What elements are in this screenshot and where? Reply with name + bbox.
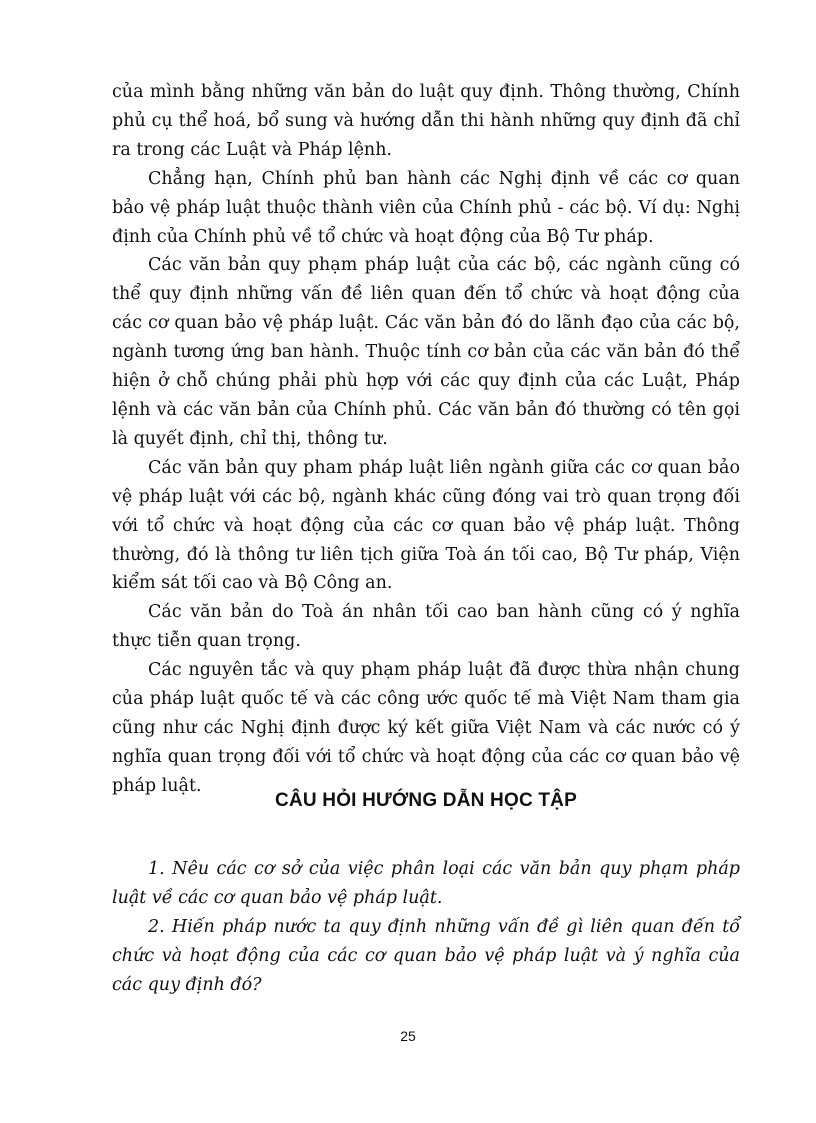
study-questions [112,855,740,1000]
question-item: 1. Nêu các cơ sở của việc phân loại các văn bản quy phạm pháp luật về các cơ quan bảo vệ pháp luật. [112,859,740,908]
section-heading: CÂU HỎI HƯỚNG DẪN HỌC TẬP [275,790,577,811]
paragraph: Chẳng hạn, Chính phủ ban hành các Nghị định về các cơ quan bảo vệ pháp luật thuộc thành viên của Chính phủ - các bộ. Ví dụ: Nghị định của Chính phủ về tổ chức và hoạt động của Bộ Tư pháp. [112,168,740,247]
page-number: 25 [400,1028,416,1044]
paragraph: Các nguyên tắc và quy phạm pháp luật đã được thừa nhận chung của pháp luật quốc tế và các công ước quốc tế mà Việt Nam tham gia cũng như các Nghị định được ký kết giữa Việt Nam và các nước có ý nghĩa quan trọng đối với tổ chức và hoạt động của các cơ quan bảo vệ pháp luật. [112,660,740,796]
paragraph: Các văn bản quy phạm pháp luật của các bộ, các ngành cũng có thể quy định những vấn đề liên quan đến tổ chức và hoạt động của các cơ quan bảo vệ pháp luật. Các văn bản đó do lãnh đạo của các bộ, ngành tương ứng ban hành. Thuộc tính cơ bản của các văn bản đó thể hiện ở chỗ chúng phải phù hợp với các quy định của các Luật, Pháp lệnh và các văn bản của Chính phủ. Các văn bản đó thường có tên gọi là quyết định, chỉ thị, thông tư. [112,255,740,449]
question-item: 2. Hiến pháp nước ta quy định những vấn đề gì liên quan đến tổ chức và hoạt động của các cơ quan bảo vệ pháp luật và ý nghĩa của các quy định đó? [112,916,740,995]
paragraph: Các văn bản quy pham pháp luật liên ngành giữa các cơ quan bảo vệ pháp luật với các bộ, ngành khác cũng đóng vai trò quan trọng đối với tổ chức và hoạt động của các cơ quan bảo vệ pháp luật. Thông thường, đó là thông tư liên tịch giữa Toà án tối cao, Bộ Tư pháp, Viện kiểm sát tối cao và Bộ Công an. [112,457,740,594]
paragraph: của mình bằng những văn bản do luật quy định. Thông thường, Chính phủ cụ thể hoá, bổ sung và hướng dẫn thi hành những quy định đã chỉ ra trong các Luật và Pháp lệnh. [112,82,740,160]
paragraph: Các văn bản do Toà án nhân tối cao ban hành cũng có ý nghĩa thực tiễn quan trọng. [112,602,740,652]
body-text [112,78,740,801]
page-content [112,78,740,995]
